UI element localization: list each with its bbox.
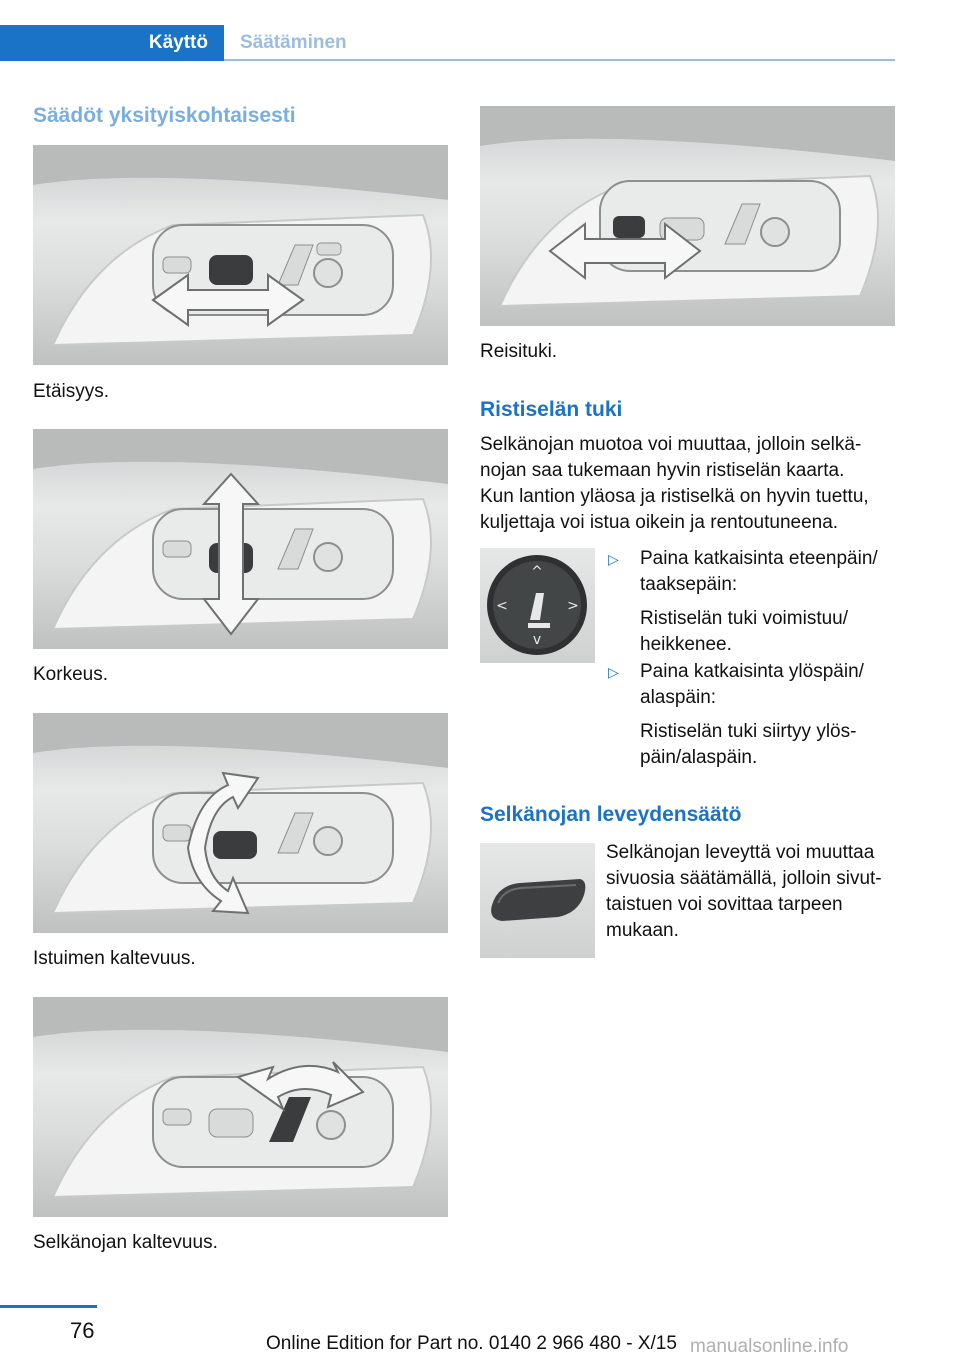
svg-text:<: < <box>496 598 508 614</box>
svg-text:v: v <box>532 632 542 648</box>
header-rule <box>224 59 895 61</box>
triangle-bullet-icon: ▷ <box>608 551 619 567</box>
section-title-saadot: Säädöt yksityiskohtaisesti <box>33 104 296 127</box>
lumbar-switch-image <box>480 548 595 663</box>
caption-selkanojan-kaltevuus: Selkänojan kaltevuus. <box>33 1232 218 1253</box>
tab-saataminen[interactable]: Säätäminen <box>240 32 347 53</box>
backrest-tilt-photo <box>33 997 448 1217</box>
section-title-selkanojan-leveydensaato: Selkänojan leveydensäätö <box>480 803 742 826</box>
watermark: manualsonline.info <box>690 1336 849 1357</box>
lumbar-paragraph: Selkänojan muotoa voi muuttaa, jolloin selkä‐ nojan saa tukemaan hyvin ristiselän kaarta. Kun lantion yläosa ja ristiselkä on hyvin tuettu, kuljettaja voi istua oikein ja rentoutuneena. <box>480 434 869 533</box>
svg-text:^: ^ <box>531 564 543 580</box>
tab-kaytto[interactable]: Käyttö <box>0 25 224 61</box>
seat-distance-photo <box>33 145 448 365</box>
seat-height-photo <box>33 429 448 649</box>
caption-korkeus: Korkeus. <box>33 664 108 685</box>
section-title-ristiselan-tuki: Ristiselän tuki <box>480 398 623 421</box>
caption-istuimen-kaltevuus: Istuimen kaltevuus. <box>33 948 196 969</box>
backrest-width-switch-image <box>480 843 595 958</box>
page-number: 76 <box>70 1318 95 1343</box>
caption-reisituki: Reisituki. <box>480 341 558 362</box>
caption-etaisyys: Etäisyys. <box>33 381 110 402</box>
online-edition-text: Online Edition for Part no. 0140 2 966 480 - X/15 <box>266 1333 677 1354</box>
width-paragraph: Selkänojan leveyttä voi muuttaa sivuosia säätämällä, jolloin sivut‐ taistuen voi sovittaa tarpeen mukaan. <box>606 842 882 941</box>
page-header <box>0 0 960 62</box>
svg-text:>: > <box>567 598 579 614</box>
triangle-bullet-icon: ▷ <box>608 664 619 680</box>
seat-tilt-photo <box>33 713 448 933</box>
thigh-support-photo <box>480 106 895 326</box>
footer-rule <box>0 1305 97 1308</box>
